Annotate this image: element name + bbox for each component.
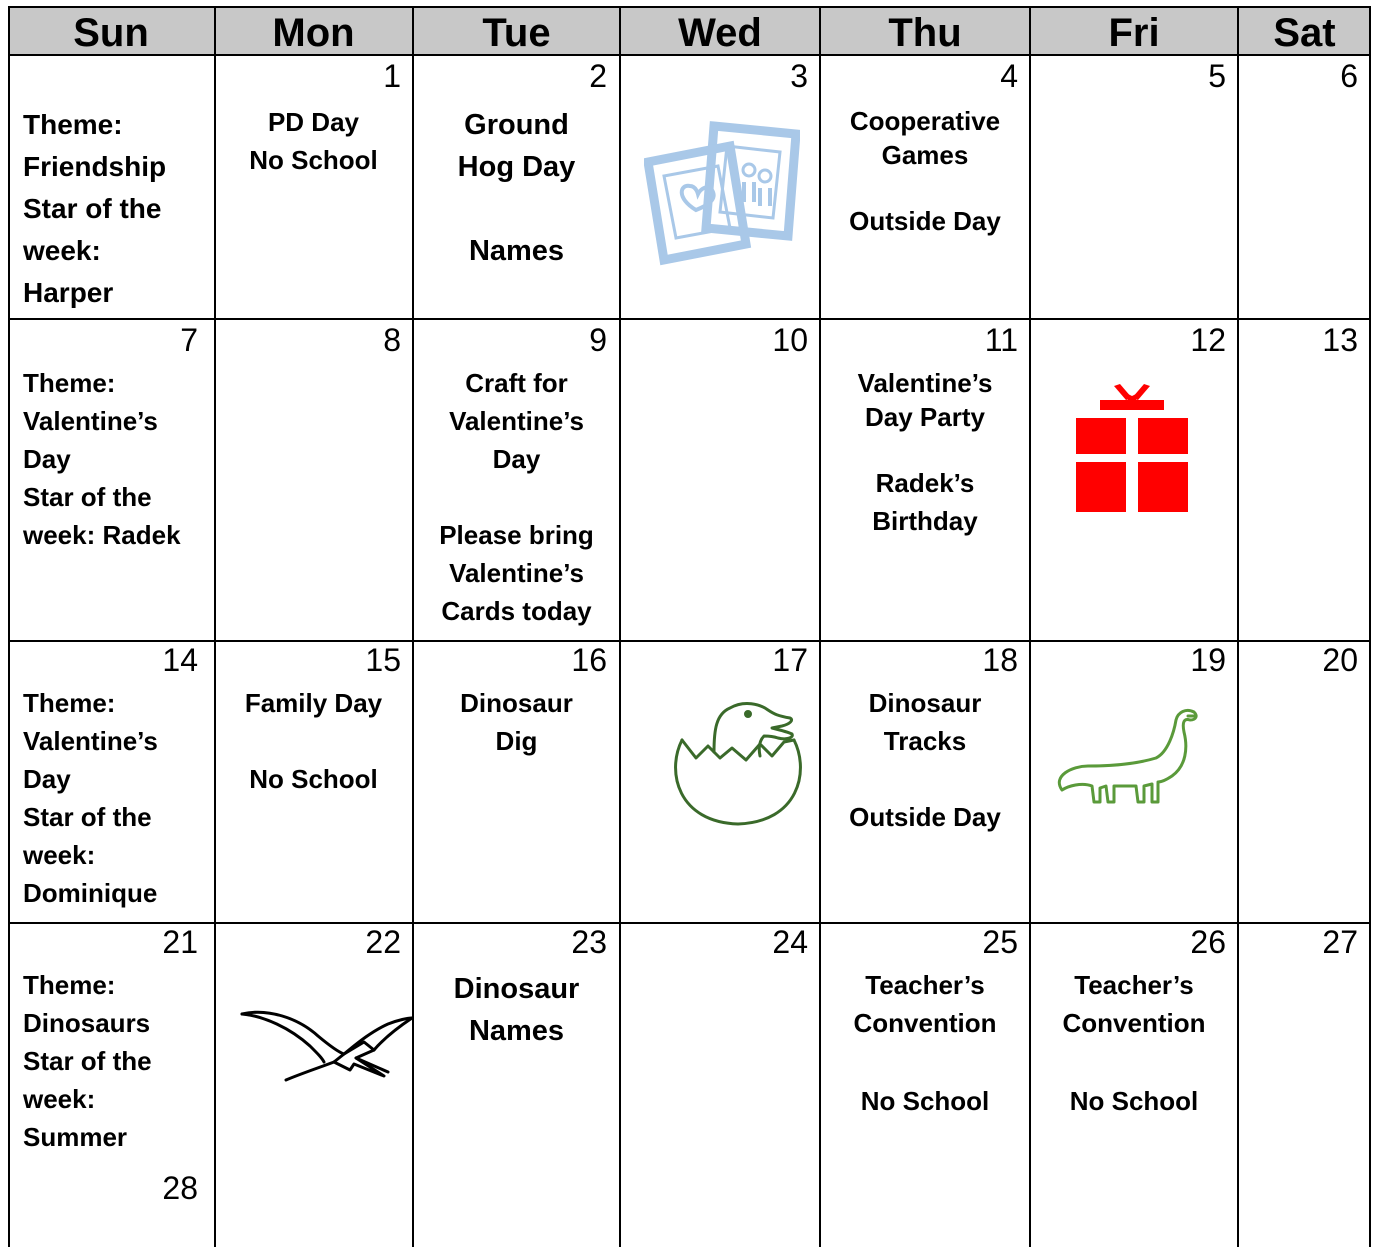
date-number: 14: [162, 642, 198, 678]
date-number: 20: [1322, 642, 1358, 678]
note-line: No School: [249, 764, 378, 794]
note-line: Day: [23, 444, 71, 474]
note-line: Valentine’s: [23, 406, 158, 436]
note-line: Star of the: [23, 193, 162, 224]
week2-sun-notes: [23, 364, 181, 554]
note-line: [820, 1042, 1030, 1082]
date-number: 16: [571, 642, 607, 678]
week4-sun-notes: [23, 966, 152, 1156]
date-number: 1: [383, 58, 401, 94]
grid-line: [8, 6, 10, 1247]
photo-frames-icon: [644, 118, 800, 268]
date-number: 7: [180, 322, 198, 358]
header-thu: Thu: [888, 11, 962, 55]
note-line: Cards today: [441, 596, 592, 626]
date-number: 6: [1340, 58, 1358, 94]
february-calendar: [8, 6, 1371, 1247]
week1-tue-notes: [413, 104, 620, 272]
weekday-header: [8, 6, 1371, 56]
note-line: Day: [492, 444, 541, 474]
note-line: Dinosaurs: [23, 1008, 151, 1038]
note-line: Radek’s: [875, 468, 975, 498]
gift-box-icon: [1074, 380, 1190, 514]
note-line: [820, 172, 1030, 204]
date-number: 10: [772, 322, 808, 358]
date-number: 25: [982, 924, 1018, 960]
week4-fri-notes: [1030, 966, 1238, 1120]
header-wed: Wed: [678, 11, 762, 55]
date-number: 27: [1322, 924, 1358, 960]
date-number: 12: [1190, 322, 1226, 358]
date-number: 15: [365, 642, 401, 678]
note-line: [1030, 1042, 1238, 1082]
date-number: 23: [571, 924, 607, 960]
header-sat: Sat: [1273, 11, 1336, 55]
week2-tue-notes: [413, 364, 620, 630]
note-line: Theme:: [23, 688, 116, 718]
note-line: Dig: [495, 726, 538, 756]
date-number: 2: [589, 58, 607, 94]
date-number: 24: [772, 924, 808, 960]
note-line: Dinosaur: [868, 688, 982, 718]
note-line: Star of the: [23, 1046, 152, 1076]
note-line: Day: [23, 764, 71, 794]
week3-thu-notes: [820, 684, 1030, 836]
grid-line: [8, 318, 1371, 320]
note-line: week:: [23, 840, 96, 870]
week3-tue-notes: [413, 684, 620, 760]
note-line: Convention: [853, 1008, 997, 1038]
note-line: No School: [249, 145, 378, 175]
note-line: Craft for: [465, 368, 568, 398]
note-line: Theme:: [23, 970, 116, 1000]
note-line: Friendship: [23, 151, 167, 182]
note-line: [820, 434, 1030, 466]
note-line: week:: [23, 235, 101, 266]
note-line: Tracks: [883, 726, 967, 756]
date-number: 9: [589, 322, 607, 358]
note-line: Teacher’s: [865, 970, 985, 1000]
note-line: Star of the: [23, 802, 152, 832]
note-line: Convention: [1062, 1008, 1206, 1038]
note-line: [413, 478, 620, 516]
date-number: 22: [365, 924, 401, 960]
date-number: 4: [1000, 58, 1018, 94]
note-line: Ground: [464, 109, 569, 141]
note-line: Dominique: [23, 878, 158, 908]
date-number: 28: [162, 1170, 198, 1206]
week3-mon-notes: [215, 684, 412, 798]
note-line: Please bring: [439, 520, 594, 550]
header-fri: Fri: [1108, 11, 1160, 55]
header-sun: Sun: [73, 11, 149, 55]
note-line: Dinosaur: [453, 973, 580, 1005]
note-line: Summer: [23, 1122, 128, 1152]
note-line: No School: [860, 1086, 990, 1116]
date-number: 5: [1208, 58, 1226, 94]
note-line: Teacher’s: [1074, 970, 1194, 1000]
note-line: week: Radek: [23, 520, 181, 550]
date-number: 11: [984, 322, 1018, 358]
date-number: 17: [772, 642, 808, 678]
note-line: Day Party: [865, 402, 985, 432]
note-line: Names: [468, 1015, 565, 1047]
grid-line: [214, 6, 216, 1247]
note-line: Games: [881, 140, 969, 170]
note-line: Valentine’s: [449, 558, 584, 588]
date-number: 13: [1322, 322, 1358, 358]
week1-thu-notes: [820, 104, 1030, 238]
note-line: Star of the: [23, 482, 152, 512]
week1-sun-notes: [23, 104, 166, 314]
note-line: week:: [23, 1084, 96, 1114]
note-line: Harper: [23, 277, 114, 308]
note-line: PD Day: [267, 107, 360, 137]
week3-sun-notes: [23, 684, 158, 912]
pterodactyl-icon: [238, 1006, 414, 1086]
hatching-dinosaur-egg-icon: [668, 696, 808, 828]
week4-tue-notes: [413, 968, 620, 1052]
date-number: 21: [162, 924, 198, 960]
week1-mon-notes: [215, 103, 412, 179]
note-line: Hog Day: [457, 151, 576, 183]
note-line: No School: [1069, 1086, 1199, 1116]
date-number: 8: [383, 322, 401, 358]
note-line: Theme:: [23, 368, 116, 398]
note-line: [820, 760, 1030, 798]
note-line: Family Day: [244, 688, 383, 718]
note-line: Dinosaur: [460, 688, 573, 718]
date-number: 18: [982, 642, 1018, 678]
week4-thu-notes: [820, 966, 1030, 1120]
note-line: Valentine’s: [449, 406, 584, 436]
note-line: Outside Day: [849, 206, 1001, 236]
note-line: Theme:: [23, 109, 123, 140]
note-line: Cooperative: [849, 106, 1001, 136]
grid-line: [1369, 6, 1371, 1247]
note-line: Valentine’s: [857, 368, 993, 398]
header-tue: Tue: [482, 11, 551, 55]
brontosaurus-icon: [1048, 706, 1208, 816]
week2-thu-notes: [820, 366, 1030, 538]
note-line: [215, 722, 412, 760]
note-line: Names: [468, 235, 565, 267]
date-number: 26: [1190, 924, 1226, 960]
note-line: Valentine’s: [23, 726, 158, 756]
header-mon: Mon: [272, 11, 355, 55]
note-line: [413, 188, 620, 230]
note-line: Outside Day: [849, 802, 1001, 832]
note-line: Birthday: [872, 506, 978, 536]
date-number: 3: [790, 58, 808, 94]
date-number: 19: [1190, 642, 1226, 678]
